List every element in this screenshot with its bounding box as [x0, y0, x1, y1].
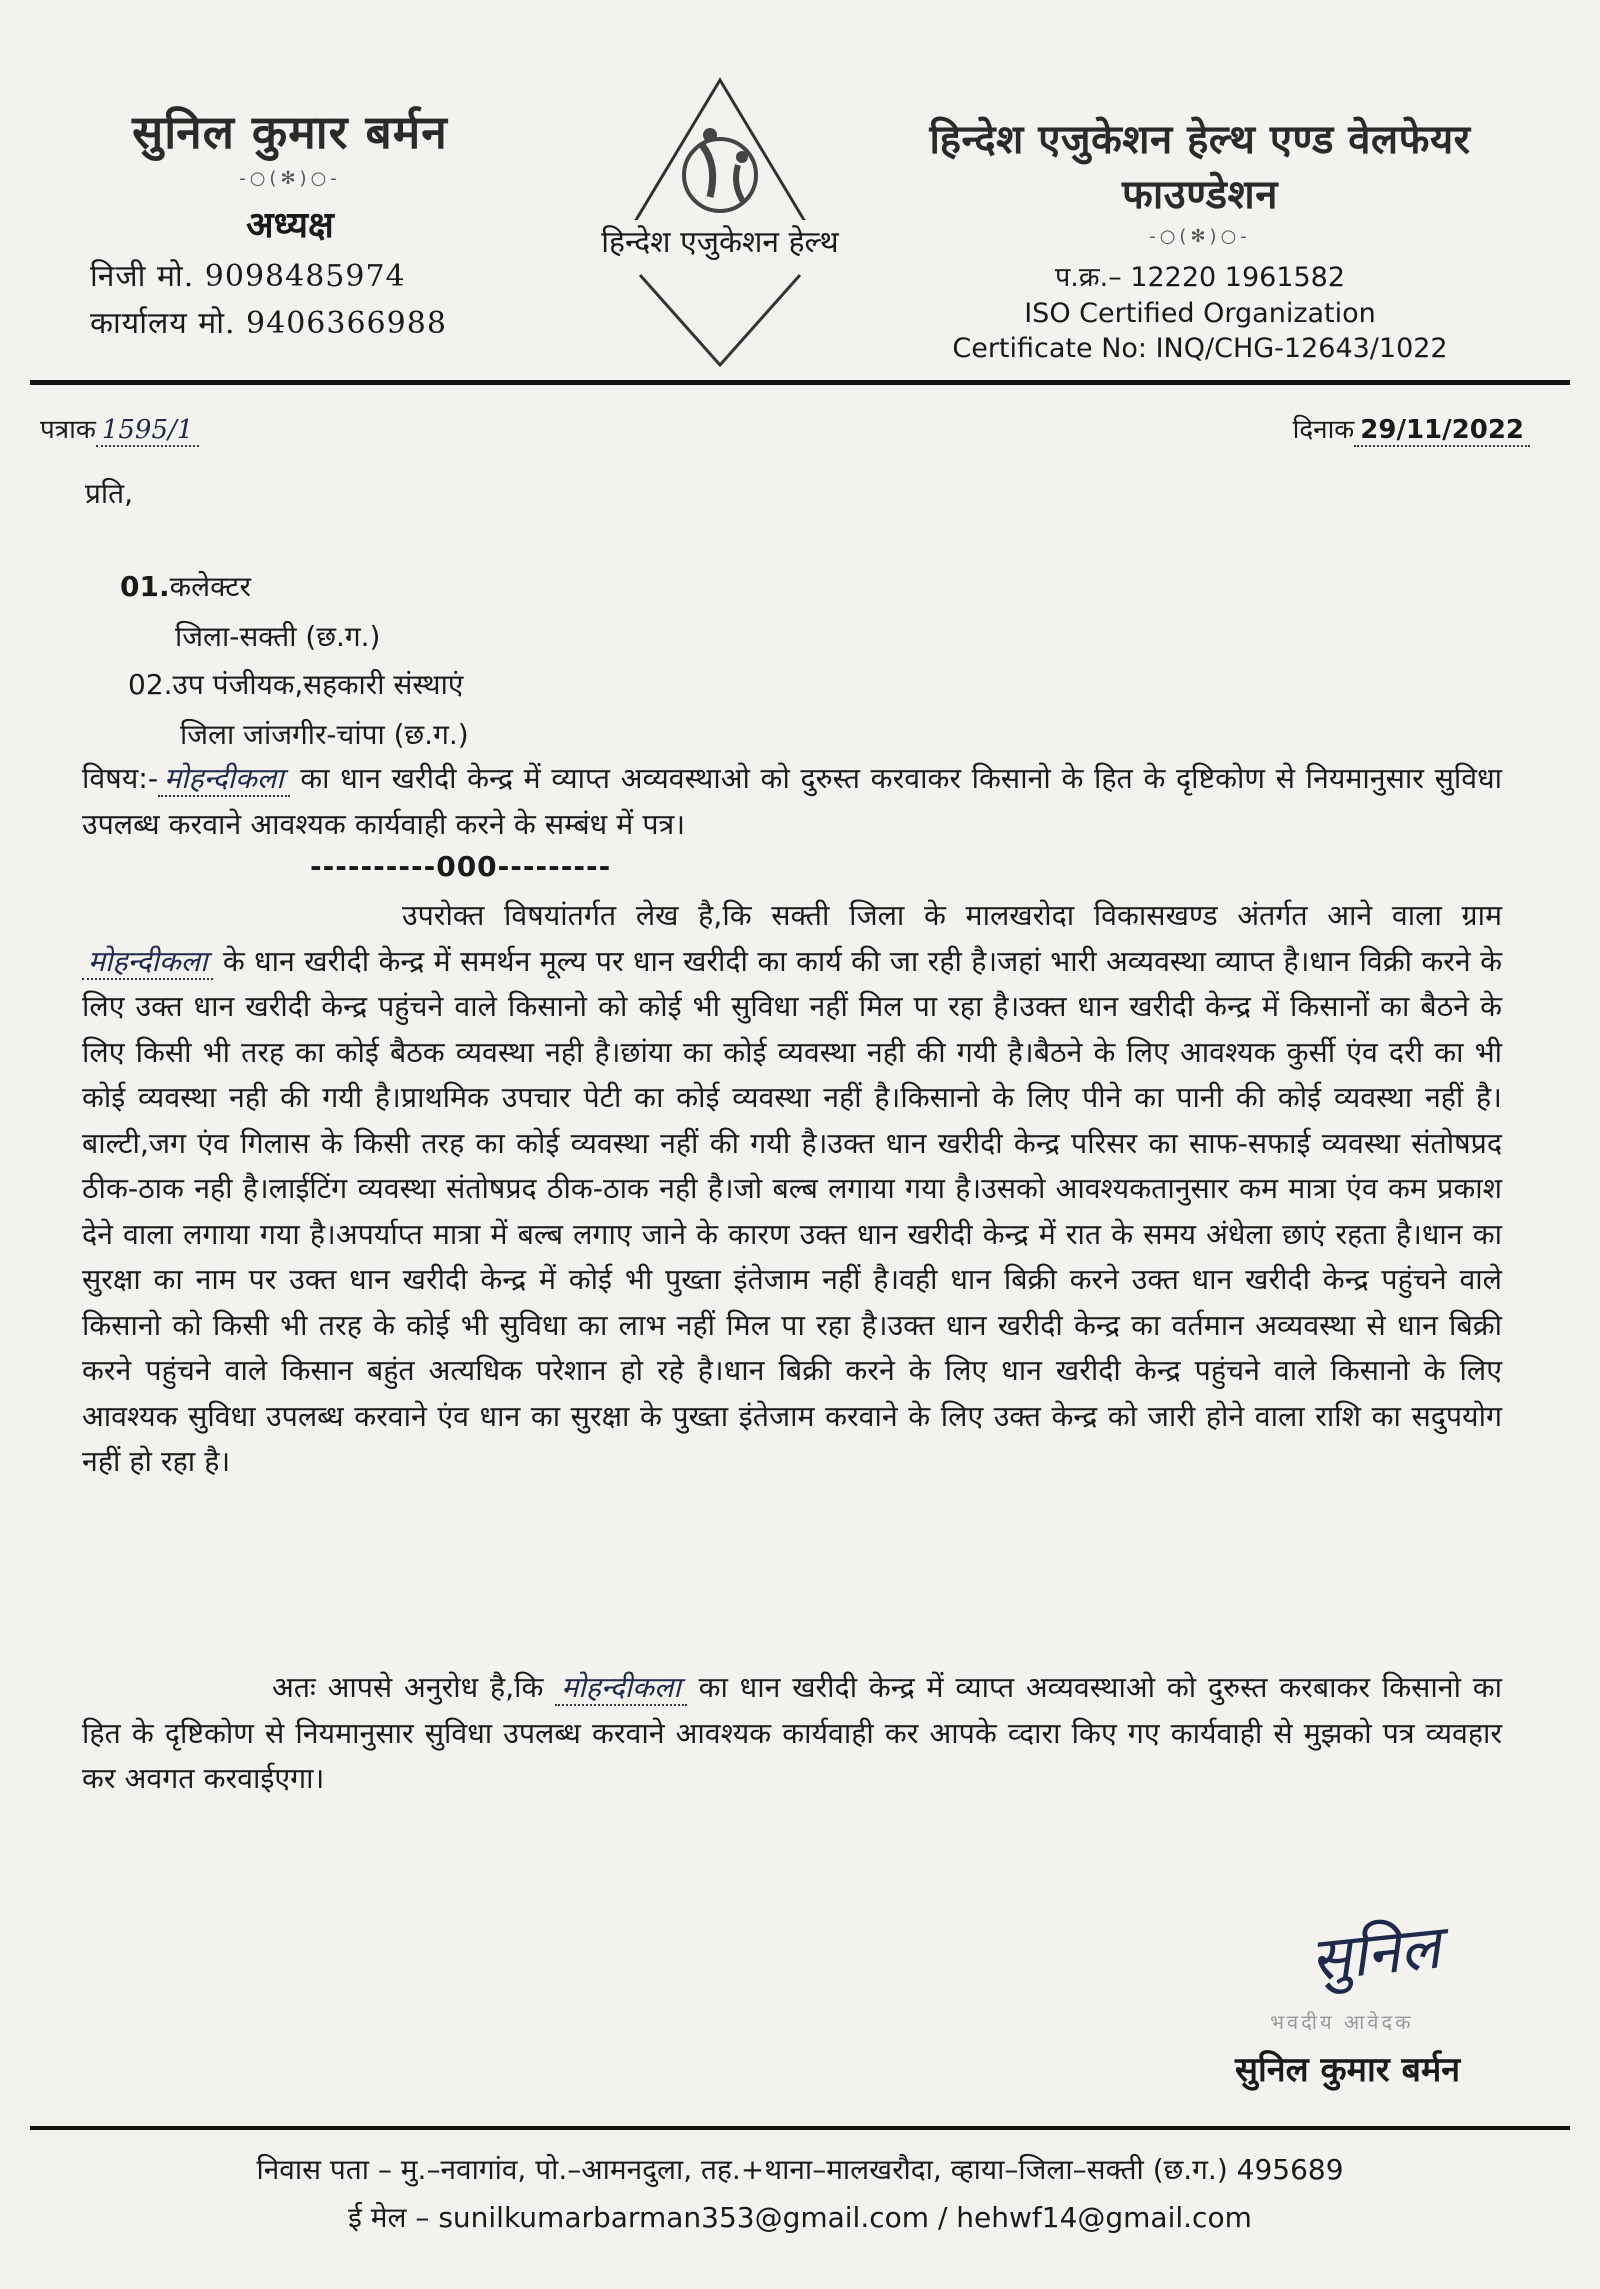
logo-triangle-top: [630, 80, 810, 230]
signature-role-stamp: भवदीय आवेदक: [1270, 2010, 1414, 2034]
section-separator: ----------000---------: [310, 850, 612, 883]
subject-label: विषय:-: [82, 762, 159, 795]
body-paragraph: [82, 893, 1502, 1485]
addressee-2: 02.उप पंजीयक,सहकारी संस्थाएं: [128, 668, 464, 701]
phone-personal: निजी मो. 9098485974: [90, 259, 406, 294]
request-intro: अतः आपसे अनुरोध है,कि: [272, 1671, 544, 1704]
body-village: मोहन्दीकला: [82, 945, 213, 980]
header-right: [880, 110, 1520, 364]
date-line: [1293, 410, 1530, 446]
addressee-1-place: जिला-सक्ती (छ.ग.): [175, 620, 381, 653]
header-left: [70, 100, 510, 342]
reference-number: 1595/1: [96, 415, 199, 447]
footer-rule: [30, 2126, 1570, 2130]
request-paragraph: [82, 1665, 1502, 1802]
body-text: के धान खरीदी केन्द्र में समर्थन मूल्य पर धान खरीदी का कार्य की जा रही है।जहां भारी अव्यवस्था व्याप्त है।धान विक्री करने के लिए उक्त धान खरीदी केन्द्र पहुंचने वाले किसानो को कोई भी सुविधा नहीं मिल पा रहा है।उक्त धान खरीदी केन्द्र में किसानों का बैठने के लिए किसी भी तरह का कोई बैठक व्यवस्था नही है।छांया का कोई व्यवस्था नही की गयी है।बैठने के लिए आवश्यक कुर्सी एंव दरी का भी कोई व्यवस्था नही की गयी है।प्राथमिक उपचार पेटी का कोई व्यवस्था नहीं है।किसानो के लिए पीने का पानी की कोई व्यवस्था नहीं है।बाल्टी,जग एंव गिलास के किसी तरह का कोई व्यवस्था नहीं की गयी है।उक्त धान खरीदी केन्द्र परिसर का साफ-सफाई व्यवस्था संतोषप्रद ठीक-ठाक नही है।लाईटिंग व्यवस्था संतोषप्रद ठीक-ठाक नही है।जो बल्ब लगाया गया है।उसको आवश्यकतानुसार कम मात्रा एंव कम प्रकाश देने वाला लगाया गया है।अपर्याप्त मात्रा में बल्ब लगाए जाने के कारण उक्त धान खरीदी केन्द्र में रात के समय अंधेला छाएं रहता है।धान का सुरक्षा का नाम पर उक्त धान खरीदी केन्द्र में कोई भी पुख्ता इंतेजाम नहीं है।वही धान बिक्री करने उक्त धान खरीदी केन्द्र पहुंचने वाले किसानो को किसी भी तरह के कोई भी सुविधा का लाभ नहीं मिल पा रहा है।उक्त धान खरीदी केन्द्र का वर्तमान अव्यवस्था से धान बिक्री करने पहुंचने वाले किसान बहुंत अत्यधिक परेशान हो रहे है।धान बिक्री करने के लिए धान खरीदी केन्द्र पहुंचने वाले किसानो के लिए आवश्यक सुविधा उपलब्ध करवाने एंव धान का सुरक्षा के पुख्ता इंतेजाम करवाने के लिए उक्त केन्द्र को जारी होने वाला राशि का सदुपयोग नहीं हो रहा है।: [82, 944, 1502, 1478]
header-rule: [30, 380, 1570, 385]
footer-email: ई मेल – sunilkumarbarman353@gmail.com / hehwf14@gmail.com: [348, 2201, 1252, 2234]
date-label: दिनाक: [1292, 415, 1355, 445]
addressee-2-place: जिला जांजगीर-चांपा (छ.ग.): [180, 718, 469, 751]
ornament-divider: -○(✻)○-: [239, 168, 341, 189]
iso-label: ISO Certified Organization: [1024, 298, 1376, 329]
logo-caption: हिन्देश एजुकेशन हेल्थ: [500, 220, 940, 261]
salutation: प्रति,: [85, 477, 134, 510]
sender-role: अध्यक्ष: [246, 204, 334, 246]
certificate-number: Certificate No: INQ/CHG-12643/1022: [952, 333, 1448, 364]
people-emblem-icon: [684, 128, 756, 211]
body-intro: उपरोक्त विषयांतर्गत लेख है,कि सक्ती जिला के मालखरोदा विकासखण्ड अंतर्गत आने वाला ग्राम: [402, 899, 1502, 932]
registration-number: प.क्र.– 12220 1961582: [1054, 262, 1346, 293]
subject-paragraph: [82, 756, 1502, 847]
ornament-divider-right: -○(✻)○-: [1149, 226, 1251, 247]
organization-name: हिन्देश एजुकेशन हेल्थ एण्ड वेलफेयर फाउण्डेशन: [929, 116, 1471, 218]
request-text: का धान खरीदी केन्द्र में व्याप्त अव्यवस्थाओ को दुरुस्त करबाकर किसानो का हित के दृष्टिकोण से नियमानुसार सुविधा उपलब्ध करवाने आवश्यक कार्यवाही कर आपके व्दारा किए गए कार्यवाही से मुझको पत्र व्यवहार कर अवगत करवाईएगा।: [82, 1671, 1503, 1795]
signatory-name: सुनिल कुमार बर्मन: [1235, 2050, 1461, 2090]
footer-address: निवास पता – मु.–नवागांव, पो.–आमनदुला, तह.+थाना–मालखरौदा, व्हाया–जिला–सक्ती (छ.ग.) 495689: [256, 2153, 1344, 2186]
request-village: मोहन्दीकला: [555, 1671, 686, 1706]
addressee-1: [120, 565, 251, 609]
sender-name: सुनिल कुमार बर्मन: [132, 105, 448, 159]
reference-label: पत्राक: [40, 415, 96, 445]
reference-line: [40, 410, 199, 446]
subject-village: मोहन्दीकला: [158, 762, 289, 797]
addressee-1-title: कलेक्टर: [169, 570, 251, 603]
date-value: 29/11/2022: [1354, 415, 1530, 447]
subject-text: का धान खरीदी केन्द्र में व्याप्त अव्यवस्थाओ को दुरुस्त करवाकर किसानो के हित के दृष्टिकोण से नियमानुसार सुविधा उपलब्ध करवाने आवश्यक कार्यवाही करने के सम्बंध में पत्र।: [82, 762, 1502, 841]
handwritten-signature: सुनिल: [1307, 1912, 1444, 1996]
logo-chevron-bottom: [640, 275, 800, 365]
phone-office: कार्यालय मो. 9406366988: [90, 306, 447, 341]
addressee-1-number: 01.: [120, 570, 170, 603]
